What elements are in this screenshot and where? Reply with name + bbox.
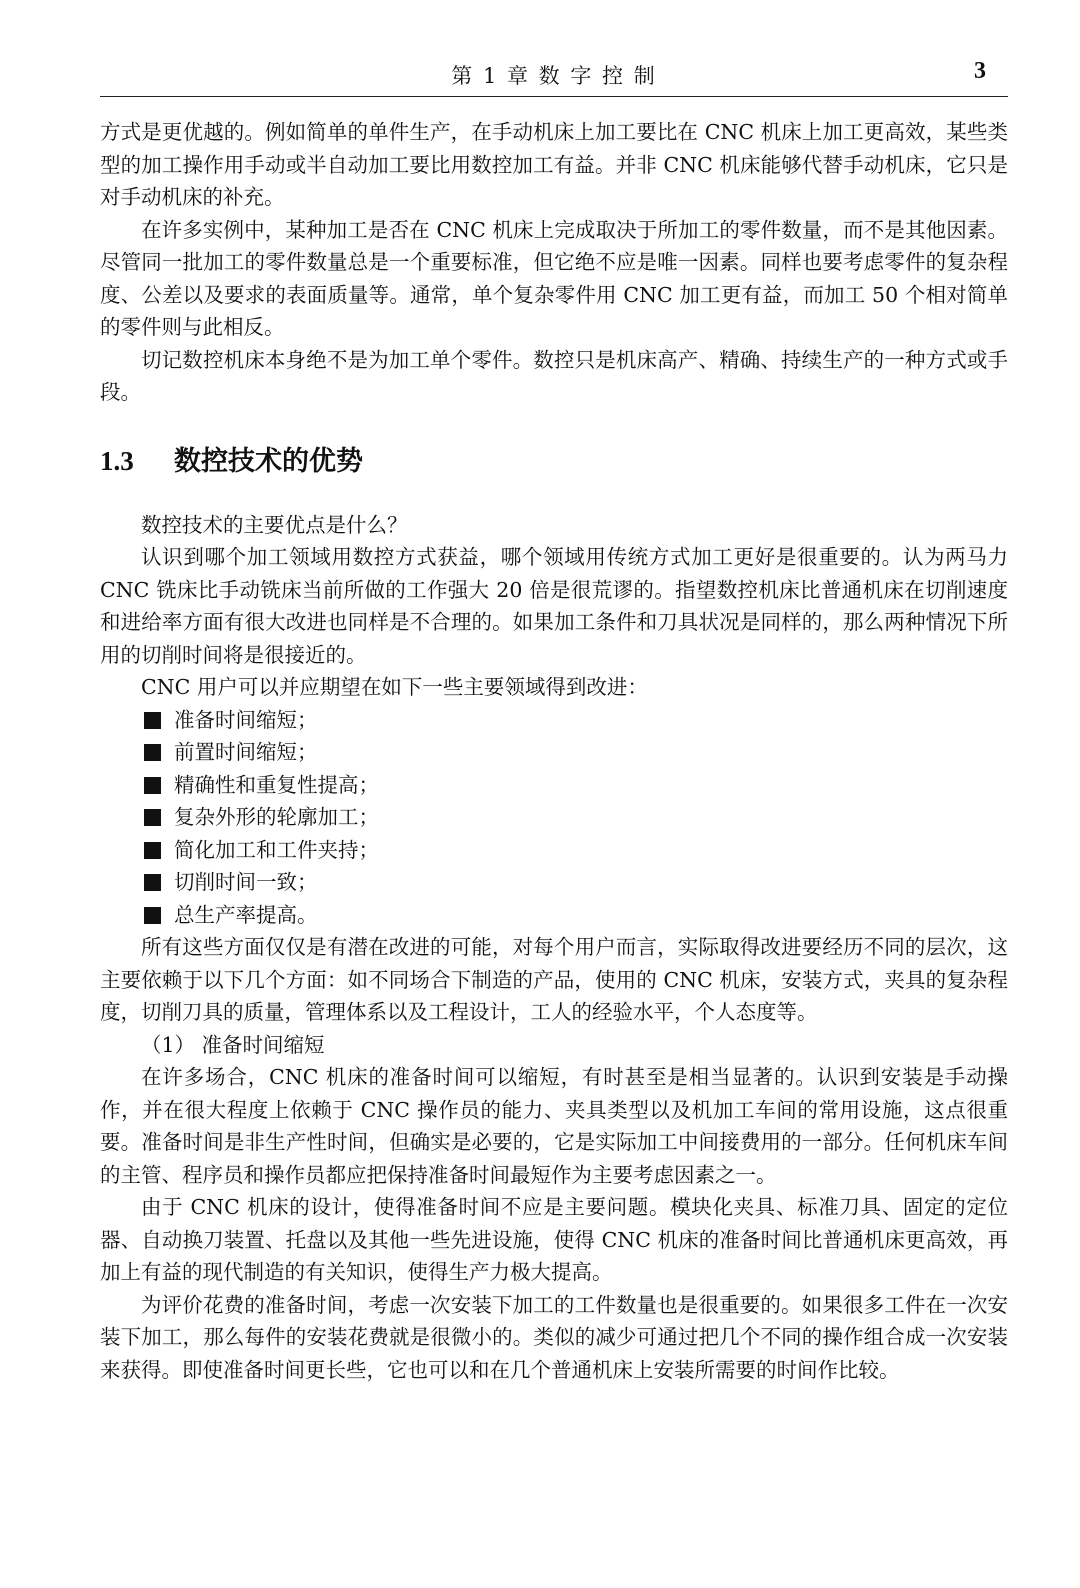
paragraph: 在许多场合，CNC 机床的准备时间可以缩短，有时甚至是相当显著的。认识到安装是手动操作，并在很大程度上依赖于 CNC 操作员的能力、夹具类型以及机加工车间的常用设施，这点很重要。准备时间是非生产性时间，但确实是必要的，它是实际加工中间接费用的一部分。任何机床车间的主管、程序员和操作员都应把保持准备时间最短作为主要考虑因素之一。 bbox=[100, 1065, 1008, 1187]
page-body bbox=[100, 116, 1008, 1386]
paragraph: CNC 用户可以并应期望在如下一些主要领域得到改进： bbox=[141, 675, 648, 699]
chapter-title: 第 1 章 数 字 控 制 bbox=[451, 64, 657, 88]
page-header bbox=[100, 56, 1008, 97]
paragraph: 由于 CNC 机床的设计，使得准备时间不应是主要问题。模块化夹具、标准刀具、固定的定位器、自动换刀装置、托盘以及其他一些先进设施，使得 CNC 机床的准备时间比普通机床更高效，再加上有益的现代制造的有关知识，使得生产力极大提高。 bbox=[100, 1195, 1008, 1284]
bullet-square-icon bbox=[144, 744, 161, 761]
bullet-square-icon bbox=[144, 842, 161, 859]
paragraph: 方式是更优越的。例如简单的单件生产，在手动机床上加工要比在 CNC 机床上加工更高效，某些类型的加工操作用手动或半自动加工要比用数控加工有益。并非 CNC 机床能够代替手动机床，它只是对手动机床的补充。 bbox=[100, 120, 1008, 209]
list-item: 精确性和重复性提高； bbox=[100, 769, 1008, 802]
list-item: 复杂外形的轮廓加工； bbox=[100, 801, 1008, 834]
bullet-square-icon bbox=[144, 777, 161, 794]
bullet-square-icon bbox=[144, 874, 161, 891]
list-item: 总生产率提高。 bbox=[100, 899, 1008, 932]
bullet-square-icon bbox=[144, 907, 161, 924]
subsection-title: （1） 准备时间缩短 bbox=[141, 1032, 325, 1057]
list-item: 准备时间缩短； bbox=[100, 704, 1008, 737]
page-number: 3 bbox=[974, 58, 986, 84]
list-item: 前置时间缩短； bbox=[100, 736, 1008, 769]
paragraph: 所有这些方面仅仅是有潜在改进的可能，对每个用户而言，实际取得改进要经历不同的层次，这主要依赖于以下几个方面：如不同场合下制造的产品，使用的 CNC 机床，安装方式，夹具的复杂程度，切削刀具的质量，管理体系以及工程设计，工人的经验水平，个人态度等。 bbox=[100, 935, 1008, 1024]
bullet-square-icon bbox=[144, 712, 161, 729]
paragraph: 认识到哪个加工领域用数控方式获益，哪个领域用传统方式加工更好是很重要的。认为两马力 CNC 铣床比手动铣床当前所做的工作强大 20 倍是很荒谬的。指望数控机床比普通机床在切削速度和进给率方面有很大改进也同样是不合理的。如果加工条件和刀具状况是同样的，那么两种情况下所用的切削时间将是很接近的。 bbox=[100, 545, 1008, 667]
section-heading bbox=[100, 437, 1008, 485]
paragraph: 数控技术的主要优点是什么？ bbox=[141, 512, 408, 537]
bullet-square-icon bbox=[144, 809, 161, 826]
list-item: 简化加工和工件夹持； bbox=[100, 834, 1008, 867]
paragraph: 为评价花费的准备时间，考虑一次安装下加工的工件数量也是很重要的。如果很多工件在一次安装下加工，那么每件的安装花费就是很微小的。类似的减少可通过把几个不同的操作组合成一次安装来获得。即使准备时间更长些，它也可以和在几个普通机床上安装所需要的时间作比较。 bbox=[100, 1292, 1008, 1382]
section-number: 1.3 bbox=[100, 445, 134, 476]
section-title: 数控技术的优势 bbox=[174, 445, 363, 477]
paragraph: 切记数控机床本身绝不是为加工单个零件。数控只是机床高产、精确、持续生产的一种方式或手段。 bbox=[100, 347, 1008, 404]
paragraph: 在许多实例中，某种加工是否在 CNC 机床上完成取决于所加工的零件数量，而不是其他因素。尽管同一批加工的零件数量总是一个重要标准，但它绝不应是唯一因素。同样也要考虑零件的复杂程度、公差以及要求的表面质量等。通常，单个复杂零件用 CNC 加工更有益，而加工 50 个相对简单的零件则与此相反。 bbox=[100, 217, 1008, 339]
list-item: 切削时间一致； bbox=[100, 866, 1008, 899]
